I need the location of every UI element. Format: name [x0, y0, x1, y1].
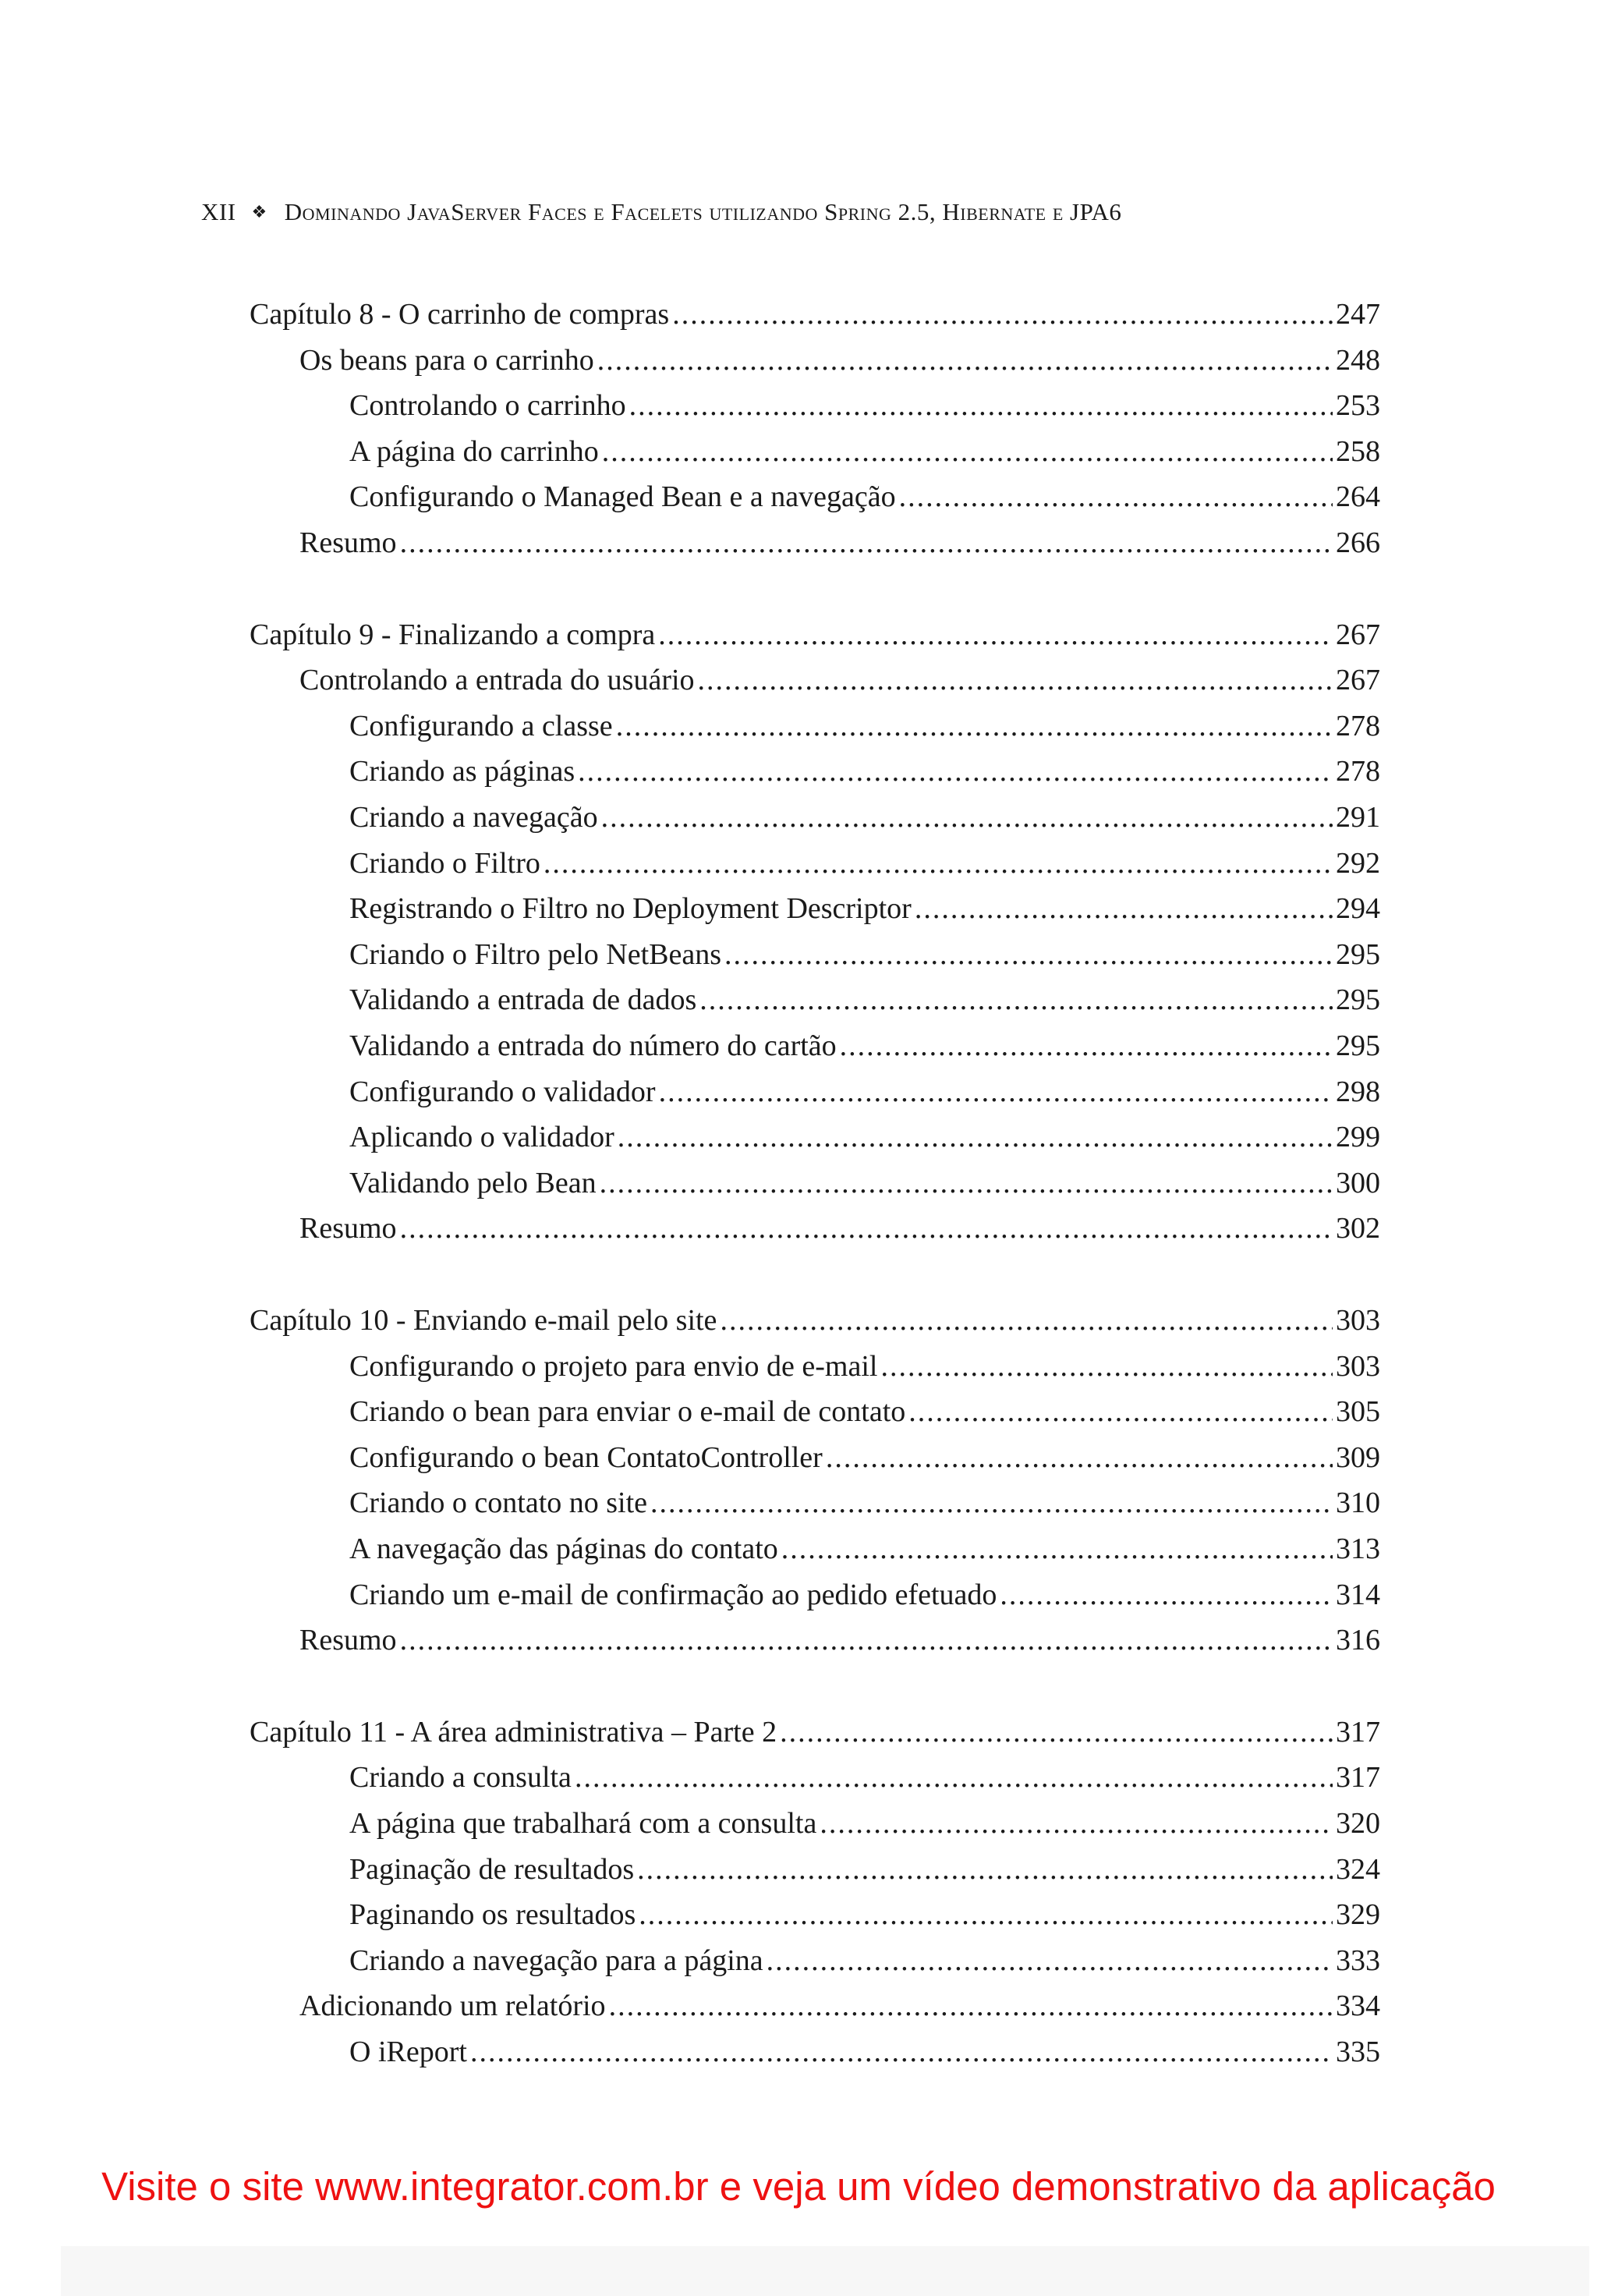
toc-subsection-entry — [349, 1483, 1380, 1522]
toc-dot-leader — [699, 980, 1333, 1019]
toc-subsection-entry — [349, 889, 1380, 928]
toc-subsection-entry — [349, 1804, 1380, 1843]
toc-subsection-entry — [349, 386, 1380, 425]
toc-dot-leader — [618, 1118, 1333, 1157]
toc-dot-leader — [616, 707, 1333, 746]
toc-entry-page: 329 — [1336, 1898, 1380, 1931]
toc-dot-leader — [720, 1301, 1333, 1340]
toc-dot-leader — [672, 295, 1333, 334]
toc-entry-page: 278 — [1336, 755, 1380, 788]
toc-entry-label: O iReport — [349, 2036, 467, 2068]
toc-entry-page: 258 — [1336, 435, 1380, 468]
toc-entry-label: A navegação das páginas do contato — [349, 1532, 778, 1565]
toc-entry-page: 333 — [1336, 1944, 1380, 1977]
promo-banner[interactable]: Visite o site www.integrator.com.br e veja um vídeo demonstrativo da aplicação — [101, 2164, 1496, 2209]
toc-subsection-entry — [349, 1438, 1380, 1477]
toc-entry-page: 317 — [1336, 1761, 1380, 1794]
toc-subsection-entry — [349, 2032, 1380, 2071]
toc-dot-leader — [629, 386, 1333, 425]
toc-entry-label: Configurando o validador — [349, 1075, 656, 1108]
toc-subsection-entry — [349, 1026, 1380, 1065]
toc-entry-label: Configurando a classe — [349, 710, 613, 742]
toc-subsection-entry — [349, 1529, 1380, 1568]
toc-subsection-entry — [349, 477, 1380, 516]
toc-subsection-entry — [349, 1392, 1380, 1431]
toc-entry-page: 295 — [1336, 1029, 1380, 1062]
toc-entry-page: 313 — [1336, 1532, 1380, 1565]
toc-dot-leader — [1000, 1575, 1333, 1614]
toc-entry-page: 324 — [1336, 1853, 1380, 1886]
toc-entry-label: Criando o Filtro — [349, 847, 540, 880]
toc-dot-leader — [597, 341, 1333, 380]
toc-entry-page: 309 — [1336, 1441, 1380, 1474]
toc-dot-leader — [600, 1164, 1333, 1203]
toc-dot-leader — [400, 1621, 1333, 1660]
toc-subsection-entry — [349, 707, 1380, 746]
toc-entry-page: 264 — [1336, 480, 1380, 513]
toc-dot-leader — [908, 1392, 1333, 1431]
toc-dot-leader — [840, 1026, 1333, 1065]
toc-entry-page: 266 — [1336, 526, 1380, 559]
toc-entry-page: 334 — [1336, 1990, 1380, 2022]
toc-entry-label: Criando o bean para enviar o e-mail de contato — [349, 1395, 906, 1428]
toc-entry-label: Criando as páginas — [349, 755, 575, 788]
toc-subsection-entry — [349, 1850, 1380, 1889]
toc-entry-label: A página do carrinho — [349, 435, 599, 468]
toc-entry-page: 295 — [1336, 938, 1380, 971]
toc-subsection-entry — [349, 752, 1380, 791]
toc-entry-label: Criando o Filtro pelo NetBeans — [349, 938, 722, 971]
toc-dot-leader — [820, 1804, 1333, 1843]
toc-dot-leader — [781, 1529, 1333, 1568]
toc-subsection-entry — [349, 1118, 1380, 1157]
toc-section-entry — [299, 1986, 1380, 2025]
toc-dot-leader — [698, 661, 1333, 700]
toc-entry-page: 299 — [1336, 1121, 1380, 1153]
toc-entry-page: 310 — [1336, 1486, 1380, 1519]
toc-entry-label: Configurando o Managed Bean e a navegação — [349, 480, 896, 513]
toc-dot-leader — [899, 477, 1333, 516]
toc-dot-leader — [470, 2032, 1333, 2071]
toc-subsection-entry — [349, 1941, 1380, 1980]
toc-entry-label: Paginando os resultados — [349, 1898, 636, 1931]
toc-dot-leader — [578, 752, 1333, 791]
toc-dot-leader — [659, 1072, 1333, 1111]
toc-entry-page: 298 — [1336, 1075, 1380, 1108]
toc-dot-leader — [658, 615, 1333, 654]
toc-subsection-entry — [349, 980, 1380, 1019]
toc-chapter-entry — [250, 295, 1380, 334]
page-number: XII — [201, 198, 236, 225]
toc-dot-leader — [767, 1941, 1333, 1980]
toc-dot-leader — [639, 1895, 1333, 1934]
toc-entry-label: A página que trabalhará com a consulta — [349, 1807, 817, 1840]
toc-subsection-entry — [349, 1072, 1380, 1111]
toc-section-entry — [299, 661, 1380, 700]
toc-dot-leader — [826, 1438, 1333, 1477]
toc-entry-label: Controlando o carrinho — [349, 389, 626, 422]
toc-entry-label: Os beans para o carrinho — [299, 344, 594, 377]
toc-entry-label: Paginação de resultados — [349, 1853, 635, 1886]
toc-dot-leader — [575, 1758, 1333, 1797]
toc-entry-label: Configurando o projeto para envio de e-mail — [349, 1350, 878, 1383]
toc-entry-page: 253 — [1336, 389, 1380, 422]
toc-entry-page: 247 — [1336, 298, 1380, 331]
toc-section-entry — [299, 1209, 1380, 1248]
toc-entry-page: 291 — [1336, 801, 1380, 834]
toc-subsection-entry — [349, 432, 1380, 471]
toc-subsection-entry — [349, 798, 1380, 837]
toc-entry-page: 294 — [1336, 892, 1380, 925]
toc-entry-page: 278 — [1336, 710, 1380, 742]
toc-subsection-entry — [349, 1895, 1380, 1934]
toc-entry-page: 317 — [1336, 1716, 1380, 1749]
toc-entry-page: 295 — [1336, 983, 1380, 1016]
toc-entry-label: Resumo — [299, 1624, 397, 1656]
toc-section-entry — [299, 1621, 1380, 1660]
toc-entry-page: 316 — [1336, 1624, 1380, 1656]
toc-entry-label: Criando a navegação — [349, 801, 598, 834]
toc-subsection-entry — [349, 1347, 1380, 1386]
toc-entry-label: Registrando o Filtro no Deployment Descriptor — [349, 892, 912, 925]
toc-dot-leader — [601, 798, 1333, 837]
toc-chapter-entry — [250, 1301, 1380, 1340]
toc-entry-label: Criando o contato no site — [349, 1486, 648, 1519]
toc-dot-leader — [544, 844, 1333, 883]
toc-section-entry — [299, 523, 1380, 562]
toc-entry-label: Validando a entrada de dados — [349, 983, 697, 1016]
toc-dot-leader — [880, 1347, 1333, 1386]
toc-entry-label: Aplicando o validador — [349, 1121, 614, 1153]
toc-entry-page: 267 — [1336, 618, 1380, 651]
toc-dot-leader — [400, 523, 1333, 562]
toc-entry-label: Resumo — [299, 526, 397, 559]
toc-subsection-entry — [349, 1575, 1380, 1614]
toc-entry-label: Validando a entrada do número do cartão — [349, 1029, 837, 1062]
bottom-strip — [61, 2246, 1589, 2296]
toc-entry-label: Capítulo 10 - Enviando e-mail pelo site — [250, 1304, 717, 1337]
toc-dot-leader — [650, 1483, 1333, 1522]
toc-section-entry — [299, 341, 1380, 380]
toc-entry-page: 292 — [1336, 847, 1380, 880]
toc-entry-label: Resumo — [299, 1212, 397, 1245]
toc-entry-label: Adicionando um relatório — [299, 1990, 606, 2022]
toc-subsection-entry — [349, 1164, 1380, 1203]
toc-entry-page: 248 — [1336, 344, 1380, 377]
toc-entry-page: 335 — [1336, 2036, 1380, 2068]
toc-entry-label: Configurando o bean ContatoController — [349, 1441, 823, 1474]
toc-dot-leader — [400, 1209, 1333, 1248]
toc-entry-page: 302 — [1336, 1212, 1380, 1245]
toc-dot-leader — [609, 1986, 1333, 2025]
toc-entry-page: 267 — [1336, 664, 1380, 696]
toc-entry-label: Criando a navegação para a página — [349, 1944, 763, 1977]
toc-entry-label: Validando pelo Bean — [349, 1167, 597, 1199]
toc-entry-page: 314 — [1336, 1578, 1380, 1611]
toc-entry-label: Capítulo 8 - O carrinho de compras — [250, 298, 670, 331]
toc-entry-label: Controlando a entrada do usuário — [299, 664, 695, 696]
toc-entry-label: Criando a consulta — [349, 1761, 572, 1794]
toc-chapter-entry — [250, 1713, 1380, 1752]
running-header — [201, 198, 1121, 226]
toc-entry-page: 305 — [1336, 1395, 1380, 1428]
toc-dot-leader — [637, 1850, 1333, 1889]
toc-entry-page: 303 — [1336, 1304, 1380, 1337]
toc-dot-leader — [915, 889, 1333, 928]
toc-entry-page: 320 — [1336, 1807, 1380, 1840]
toc-entry-label: Capítulo 9 - Finalizando a compra — [250, 618, 656, 651]
toc-chapter-entry — [250, 615, 1380, 654]
toc-subsection-entry — [349, 844, 1380, 883]
toc-dot-leader — [780, 1713, 1333, 1752]
toc-entry-label: Capítulo 11 - A área administrativa – Parte 2 — [250, 1716, 777, 1749]
toc-subsection-entry — [349, 1758, 1380, 1797]
toc-entry-label: Criando um e-mail de confirmação ao pedido efetuado — [349, 1578, 997, 1611]
toc-dot-leader — [724, 935, 1333, 974]
toc-subsection-entry — [349, 935, 1380, 974]
book-title: Dominando JavaServer Faces e Facelets utilizando Spring 2.5, Hibernate e JPA6 — [284, 198, 1122, 225]
toc-entry-page: 303 — [1336, 1350, 1380, 1383]
toc-dot-leader — [602, 432, 1333, 471]
toc-entry-page: 300 — [1336, 1167, 1380, 1199]
diamond-dots-icon: ❖ — [251, 202, 267, 221]
